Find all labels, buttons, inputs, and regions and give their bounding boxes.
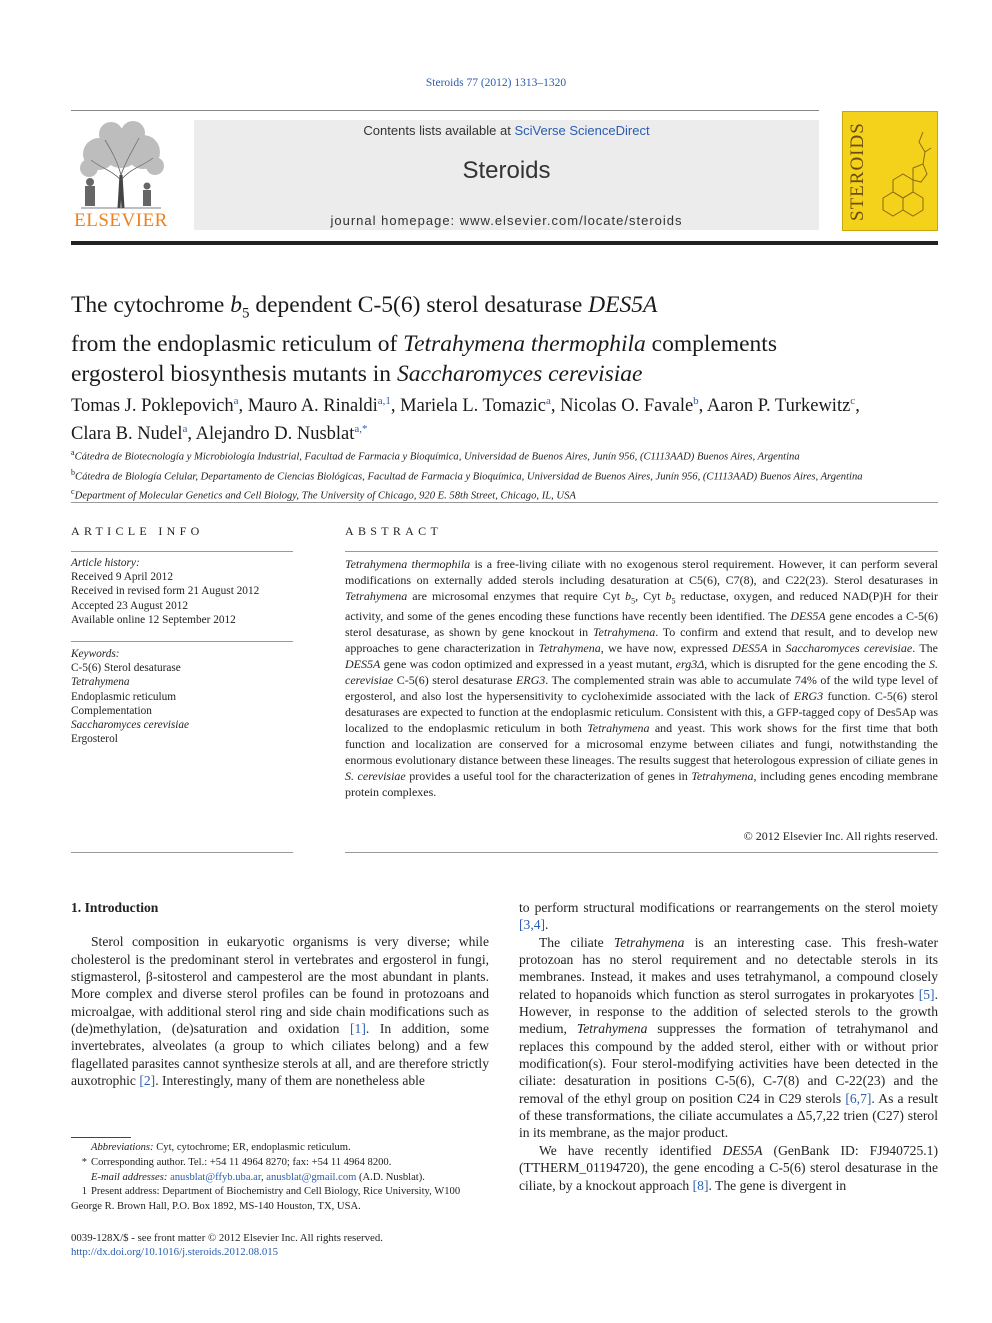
history-online: Available online 12 September 2012 (71, 613, 236, 626)
footnote-rule (71, 1137, 131, 1138)
title-line-1: The cytochrome $b_5$ dependent C-5(6) sterol desaturase DES5A (71, 292, 658, 322)
footnote-present-address: 1 Present address: Department of Biochemistry and Cell Biology, Rice University, W100 George R. Brown Hall, P.O. Box 1892, MS-140 Houston, TX, USA. (71, 1186, 461, 1213)
issn-line: 0039-128X/$ - see front matter © 2012 Elsevier Inc. All rights reserved. (71, 1232, 383, 1244)
elsevier-wordmark: ELSEVIER (74, 210, 168, 231)
cover-title: STEROIDS (847, 122, 868, 222)
affiliation: $^c$Department of Molecular Genetics and Cell Biology, The University of Chicago, 920 E. 58th Street, Chicago, IL, USA (71, 487, 576, 502)
keyword: Endoplasmic reticulum (71, 690, 177, 703)
title-line-3: ergosterol biosynthesis mutants in Saccharomyces cerevisiae (71, 360, 643, 387)
elsevier-logo[interactable] (71, 120, 171, 232)
steroid-structure-icon (873, 128, 933, 223)
abstract-text: Tetrahymena thermophila is a free-living ciliate with no exogenous sterol requirement. However, it can perform several modifications on externally added sterols including desaturation at C5(6), C7(8), and C22(23). Sterol desaturases in Tetrahymena are microsomal enzymes that require Cyt $b_5$, Cyt $b_5$ reductase, oxygen, and reduced NAD(P)H for their activity, and some of the genes encoding these functions have recently been identified. The DES5A gene encodes a C-5(6) sterol desaturase, as shown by gene knockout in Tetrahymena. To confirm and extend that result, and to develop new approaches to gene characterization in Tetrahymena, we have now, expressed DES5A in Saccharomyces cerevisiae. The DES5A gene was codon optimized and expressed in a yeast mutant, erg3Δ, which is disrupted for the gene encoding the S. cerevisiae C-5(6) sterol desaturase ERG3. The complemented strain was able to accumulate 74% of the wild type level of ergosterol, and also lost the hypersensitivity to cycloheximide associated with the lack of ERG3 function. C-5(6) sterol desaturases are expected to function at the endoplasmic reticulum. Consistent with this, a GFP-tagged copy of Des5Ap was localized to the endoplasmic reticulum in both Tetrahymena and yeast. This work shows for the first time that both function and localization are conserved for a microsomal enzyme between ciliates and fungi, notwithstanding the enormous evolutionary distance between these lineages. The results suggest that heterologous expression of ciliate genes in S. cerevisiae provides a useful tool for the characterization of genes in Tetrahymena, including genes encoding membrane protein complexes. (345, 557, 939, 799)
body-column-right (519, 899, 938, 1194)
author[interactable]: Mauro A. Rinaldi$^{a,1}$ (247, 395, 391, 417)
section-heading-introduction: 1. Introduction (71, 900, 159, 915)
history-received: Received 9 April 2012 (71, 571, 173, 584)
journal-cover[interactable] (842, 111, 938, 231)
copyright-notice: © 2012 Elsevier Inc. All rights reserved. (743, 829, 938, 843)
article-info-rule (71, 551, 293, 552)
contents-prefix: Contents lists available at (363, 123, 515, 138)
abstract-heading: ABSTRACT (345, 524, 443, 538)
abstract-bottom-rule (345, 852, 938, 853)
keywords-label: Keywords: (71, 648, 120, 660)
article-history (71, 556, 293, 627)
email-link[interactable]: anusblat@gmail.com (266, 1171, 357, 1183)
author-list: Tomas J. Poklepovich$^a$, Mauro A. Rinaldi$^{a,1}$, Mariela L. Tomazic$^a$, Nicolas O. Favale$^b$, Aaron P. Turkewitz$^c$, Clara B. Nudel$^a$, Alejandro D. Nusblat$^{a,*}$ (71, 395, 860, 444)
paragraph: The ciliate Tetrahymena is an interesting case. This fresh-water protozoan has no sterol requirement and no detectable sterols in its membranes. Instead, it makes and uses tetrahymanol, a compound closely related to hopanoids which function as sterol surrogates in prokaryotes [5]. However, in response to the addition of selected sterols to the growth medium, Tetrahymena suppresses the formation of tetrahymanol and replaces this compound by the added sterol, either with or without prior modification(s). Four sterol-modifying activities have been detected in the ciliate: desaturation in positions C-5(6), C-7(8) and C-22(23) and the removal of the ethyl group on position C24 in C29 sterols [6,7]. As a result of these transformations, the ciliate accumulates a Δ5,7,22 trien (C27) sterol in its membrane, as the major product. (519, 934, 938, 1141)
keyword: Complementation (71, 704, 152, 717)
footnote-abbreviations: Abbreviations: Cyt, cytochrome; ER, endoplasmic reticulum. (91, 1142, 351, 1153)
front-matter (71, 1231, 383, 1259)
reference-link[interactable]: [2] (139, 1073, 156, 1089)
article-title (71, 290, 951, 389)
reference-link[interactable]: [3,4] (519, 917, 546, 933)
sciencedirect-link[interactable]: SciVerse ScienceDirect (514, 123, 650, 138)
author[interactable]: Mariela L. Tomazic$^a$ (400, 395, 551, 417)
header-top-rule (71, 110, 819, 111)
journal-homepage[interactable]: journal homepage: www.elsevier.com/locate/steroids (330, 213, 683, 228)
title-line-2: from the endoplasmic reticulum of Tetrahymena thermophila complements (71, 330, 777, 357)
author[interactable]: Nicolas O. Favale$^b$ (560, 395, 699, 417)
footnote-email: E-mail addresses: anusblat@ffyb.uba.ar, anusblat@gmail.com (A.D. Nusblat). (91, 1171, 425, 1183)
author[interactable]: Clara B. Nudel$^a$ (71, 422, 188, 444)
body-column-left (71, 899, 489, 1089)
history-revised: Received in revised form 21 August 2012 (71, 585, 260, 598)
author[interactable]: Alejandro D. Nusblat$^{a,*}$ (195, 422, 368, 444)
contents-line (194, 123, 819, 138)
affiliation: $^a$Cátedra de Biotecnología y Microbiología Industrial, Facultad de Farmacia y Bioquímica, Universidad de Buenos Aires, Junín 956, (C1113AAD) Buenos Aires, Argentina (71, 448, 800, 463)
affiliation: $^b$Cátedra de Biología Celular, Departamento de Ciencias Biológicas, Facultad de Farmacia y Bioquímica, Universidad de Buenos Aires, Junín 956, (C1113AAD) Buenos Aires, Argentina (71, 467, 863, 483)
paragraph: Sterol composition in eukaryotic organisms is very diverse; while cholesterol is the predominant sterol in vertebrates and ergosterol in fungi, stigmasterol, β-sitosterol and campesterol are the most abundant in plants. More complex and diverse sterol profiles can be found in protozoans and microalgae, with additional sterol ring and side chain modifications such as (de)methylation, (de)saturation and oxidation [1]. In addition, some invertebrates, alveolates (a group to which ciliates belong) and a few flagellated parasites cannot synthesize sterols at all, and are therefore strictly auxotrophic [2]. Interestingly, many of them are nonetheless able (71, 934, 490, 1089)
elsevier-tree-icon (71, 120, 171, 210)
journal-title[interactable]: Steroids (462, 157, 551, 184)
email-link[interactable]: anusblat@ffyb.uba.ar (170, 1171, 261, 1183)
reference-link[interactable]: [5] (918, 986, 935, 1002)
keyword: Tetrahymena (71, 676, 130, 689)
footnote-corresponding: * Corresponding author. Tel.: +54 11 4964 8270; fax: +54 11 4964 8200. (81, 1156, 392, 1168)
keywords (71, 647, 293, 746)
article-info-bottom-rule (71, 852, 293, 853)
doi-link[interactable]: http://dx.doi.org/10.1016/j.steroids.2012.08.015 (71, 1246, 279, 1259)
header-thick-rule (71, 241, 938, 245)
keyword: Ergosterol (71, 733, 118, 746)
journal-citation[interactable]: Steroids 77 (2012) 1313–1320 (425, 77, 567, 89)
affiliations (71, 445, 951, 504)
author[interactable]: Tomas J. Poklepovich$^a$ (71, 395, 239, 417)
footnotes (71, 1141, 491, 1215)
journal-header (194, 120, 819, 230)
keyword: C-5(6) Sterol desaturase (71, 662, 181, 675)
reference-link[interactable]: [8] (692, 1177, 709, 1193)
author[interactable]: Aaron P. Turkewitz$^c$ (706, 395, 856, 417)
reference-link[interactable]: [6,7] (845, 1090, 872, 1106)
paragraph: to perform structural modifications or rearrangements on the sterol moiety [3,4]. (519, 900, 938, 933)
paragraph: We have recently identified DES5A (GenBank ID: FJ940725.1) (TTHERM_01194720), the gene encoding a C-5(6) sterol desaturase in the ciliate, by a knockout approach [8]. The gene is divergent in (519, 1142, 938, 1193)
article-info-heading: ARTICLE INFO (71, 524, 204, 538)
abstract-rule (345, 551, 938, 552)
keyword: Saccharomyces cerevisiae (71, 719, 190, 732)
history-label: Article history: (71, 557, 140, 569)
history-accepted: Accepted 23 August 2012 (71, 599, 189, 612)
affiliation-rule (71, 502, 938, 503)
history-rule (71, 641, 293, 642)
reference-link[interactable]: [1] (350, 1021, 366, 1037)
